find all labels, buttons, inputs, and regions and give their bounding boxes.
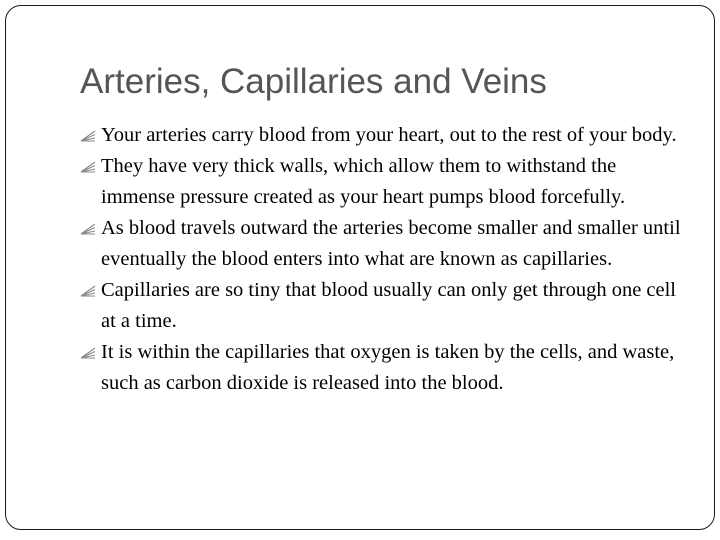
bullet-text: They have very thick walls, which allow them to withstand the immense pressure created as your heart pumps blood forcefully. bbox=[101, 155, 626, 208]
bullet-text: Capillaries are so tiny that blood usually can only get through one cell at a time. bbox=[101, 279, 677, 332]
bullet-text: Your arteries carry blood from your heart, out to the rest of your body. bbox=[101, 124, 677, 146]
fan-bullet-icon bbox=[80, 285, 96, 297]
fan-bullet-icon bbox=[80, 223, 96, 235]
bullet-item bbox=[80, 120, 690, 151]
bullet-item bbox=[80, 213, 690, 275]
bullet-item bbox=[80, 275, 690, 337]
fan-bullet-icon bbox=[80, 161, 96, 173]
bullet-item bbox=[80, 151, 690, 213]
fan-bullet-icon bbox=[80, 347, 96, 359]
bullet-text: It is within the capillaries that oxygen is taken by the cells, and waste, such as carbon dioxide is released into the blood. bbox=[101, 341, 675, 394]
bullet-item bbox=[80, 337, 690, 399]
bullet-list bbox=[80, 120, 690, 399]
slide-title: Arteries, Capillaries and Veins bbox=[80, 62, 547, 101]
bullet-text: As blood travels outward the arteries become smaller and smaller until eventually the blood enters into what are known as capillaries. bbox=[101, 217, 681, 270]
fan-bullet-icon bbox=[80, 130, 96, 142]
